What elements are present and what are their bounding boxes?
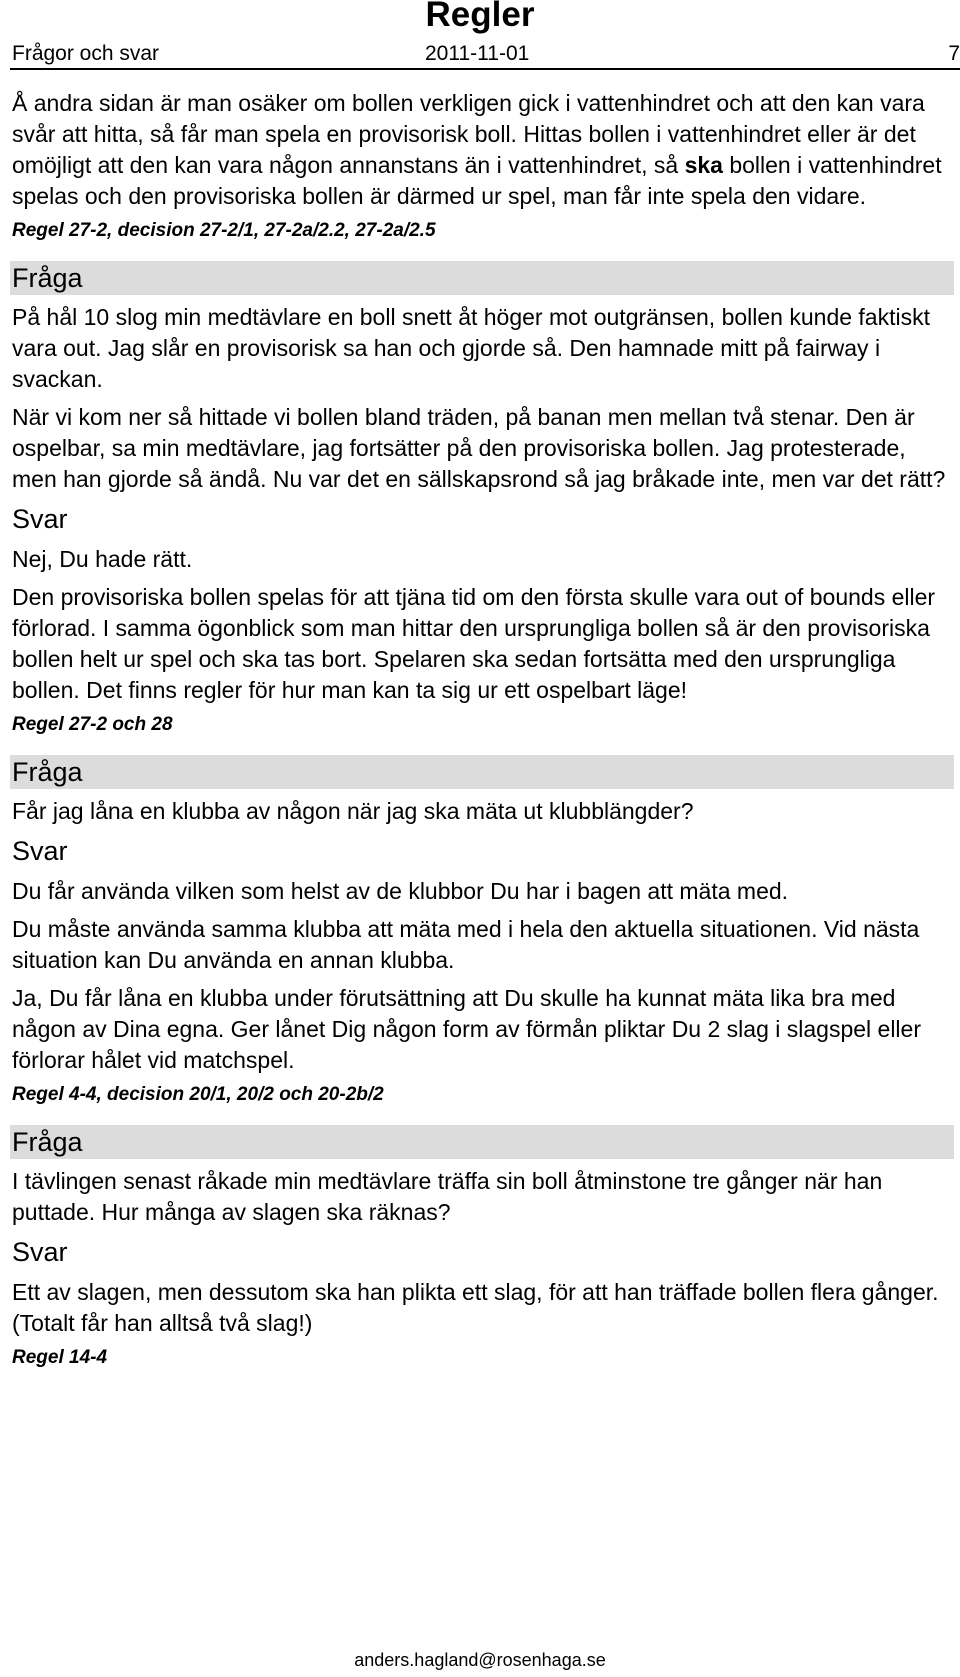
header-date: 2011-11-01 [425,42,530,65]
answer-paragraph: Du får använda vilken som helst av de klubbor Du har i bagen att mäta med. [12,878,789,904]
footer-email: anders.hagland@rosenhaga.se [354,1650,606,1670]
answer-heading: Svar [12,504,68,534]
answer-paragraph: Ett av slagen, men dessutom ska han plikta ett slag, för att han träffade bollen flera gånger. (Totalt får han alltså två slag!) [12,1279,939,1336]
intro-emphasis: ska [684,152,723,178]
document-body [12,88,952,1388]
rule-reference: Regel 14-4 [12,1347,108,1368]
answer-paragraph: Ja, Du får låna en klubba under förutsättning att Du skulle ha kunnat mäta lika bra med någon av Dina egna. Ger lånet Dig någon form av förmån pliktar Du 2 slag i slagspel eller förlorar hålet vid matchspel. [12,985,921,1073]
question-heading: Fråga [10,261,954,295]
rule-reference: Regel 27-2 och 28 [12,714,173,735]
answer-heading: Svar [12,1237,68,1267]
intro-text-start: Å andra sidan är man osäker om bollen verkligen gick i vattenhindret och att den kan vara svår att hitta, så får man spela en provisorisk boll. Hittas bollen i vattenhindret eller är det omöjligt att den kan vara någon annanstans än i vattenhindret, så [12,90,925,178]
header-divider [10,68,960,70]
rule-reference: Regel 4-4, decision 20/1, 20/2 och 20-2b/2 [12,1084,384,1105]
answer-paragraph: Den provisoriska bollen spelas för att tjäna tid om den första skulle vara out of bounds eller förlorad. I samma ögonblick som man hittar den ursprungliga bollen så är den provisoriska bollen helt ur spel och ska tas bort. Spelaren ska sedan fortsätta med den ursprungliga bollen. Det finns regler för hur man kan ta sig ur ett ospelbart läge! [12,584,936,703]
question-paragraph: Får jag låna en klubba av någon när jag ska mäta ut klubblängder? [12,798,694,824]
question-paragraph: På hål 10 slog min medtävlare en boll snett åt höger mot outgränsen, bollen kunde faktiskt vara out. Jag slår en provisorisk sa han och gjorde så. Den hamnade mitt på fairway i svackan. [12,304,930,392]
answer-paragraph: Nej, Du hade rätt. [12,546,193,572]
page-number: 7 [948,42,960,65]
question-heading: Fråga [10,755,954,789]
rule-reference: Regel 27-2, decision 27-2/1, 27-2a/2.2, 27-2a/2.5 [12,220,436,241]
answer-heading: Svar [12,836,68,866]
question-heading: Fråga [10,1125,954,1159]
page-title: Regler [425,0,535,34]
question-paragraph: I tävlingen senast råkade min medtävlare träffa sin boll åtminstone tre gånger när han puttade. Hur många av slagen ska räknas? [12,1168,883,1225]
intro-paragraph [12,88,952,212]
intro-text-end: bollen i vattenhindret spelas och den provisoriska bollen är därmed ur spel, man får inte spela den vidare. [12,152,942,209]
header-section-label: Frågor och svar [12,42,160,65]
answer-paragraph: Du måste använda samma klubba att mäta med i hela den aktuella situationen. Vid nästa situation kan Du använda en annan klubba. [12,916,920,973]
question-paragraph: När vi kom ner så hittade vi bollen bland träden, på banan men mellan två stenar. Den är ospelbar, sa min medtävlare, jag fortsätter på den provisoriska bollen. Jag protesterade, men han gjorde så ändå. Nu var det en sällskapsrond så jag bråkade inte, men var det rätt? [12,404,946,492]
